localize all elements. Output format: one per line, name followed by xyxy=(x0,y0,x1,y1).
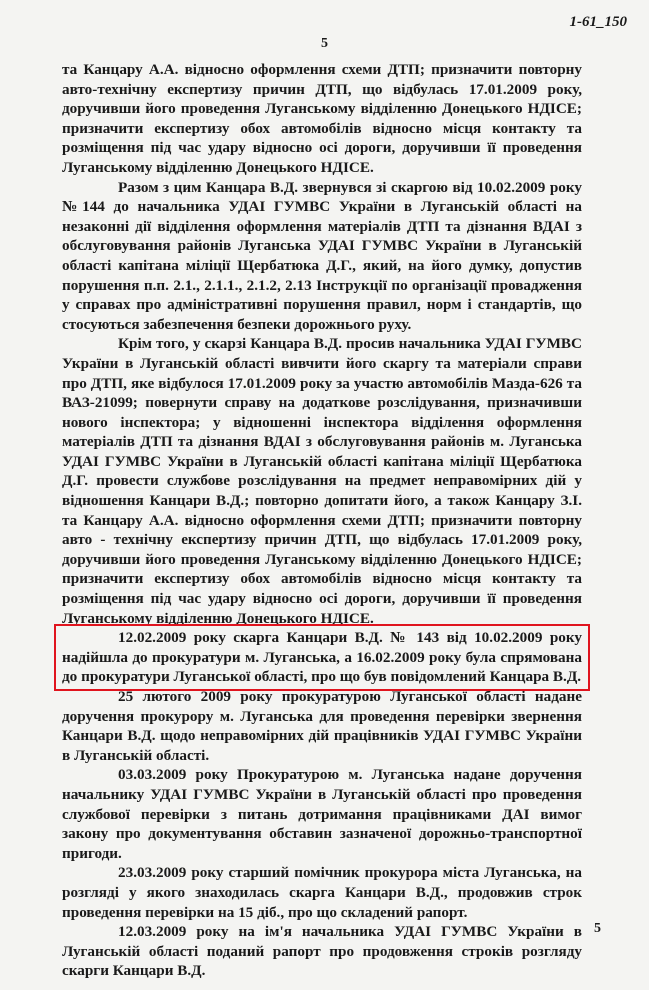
paragraph-highlighted: 12.02.2009 року скарга Канцари В.Д. № 143 від 10.02.2009 року надійшла до прокуратури м. Луганська, а 16.02.2009 року була спрямована до прокуратури Луганської області, про що був повідомлений Канцара В.Д. xyxy=(62,629,582,686)
case-number: 1-61_150 xyxy=(569,14,627,30)
paragraph-8: 12.03.2009 року на ім'я начальника УДАІ ГУМВС України в Луганській області поданий рапорт про продовження строків розгляду скарги Канцари В.Д. xyxy=(62,923,582,980)
paragraph-5: 25 лютого 2009 року прокуратурою Луганської області надане доручення прокурору м. Луганська для проведення перевірки звернення Канцари В.Д. щодо неправомірних дій працівників УДАІ ГУМВС України в Луганській області. xyxy=(62,688,582,764)
document-body xyxy=(62,60,582,981)
paragraph-7: 23.03.2009 року старший помічник прокурора міста Луганська, на розгляді у якого знаходилась скарга Канцари В.Д., продовжив строк проведення перевірки на 15 діб., про що складений рапорт. xyxy=(62,864,582,921)
paragraph-6: 03.03.2009 року Прокуратурою м. Луганська надане доручення начальнику УДАІ ГУМВС України в Луганській області про проведення службової перевірки з питань дотримання працівниками ДАІ вимог закону про документування обставин зазначеної дорожньо-транспортної пригоди. xyxy=(62,766,582,862)
paragraph-3: Крім того, у скарзі Канцара В.Д. просив начальника УДАІ ГУМВС України в Луганській області вивчити його скаргу та матеріали справи про ДТП, яке відбулося 17.01.2009 року за участю автомобілів Мазда-626 та ВАЗ-21099; повернути справу на додаткове розслідування, призначивши нового інспектора; у відношенні інспектора відділення оформлення матеріалів ДТП та дізнання ВДАІ з обслуговування районів м. Луганська УДАІ ГУМВС України в Луганській області капітана міліції Щербатюка Д.Г. провести службове розслідування на предмет неправомірних дій у відношення Канцари В.Д.; повторно допитати його, а також Канцару З.І. та Канцару А.А. відносно оформлення схеми ДТП; призначити повторну авто - технічну експертизу причин ДТП, що відбулась 17.01.2009 року, доручивши його проведення Луганському відділенню Донецького НДІСЕ; призначити експертизу обох автомобілів відносно місця контакту та розміщення під час удару відносно осі дороги, доручивши її проведення Луганському відділенню Донецького НДІСЕ. xyxy=(62,335,582,627)
paragraph-2: Разом з цим Канцара В.Д. звернувся зі скаргою від 10.02.2009 року №144 до начальника УДАІ ГУМВС України в Луганській області на незаконні дії відділення оформлення матеріалів ДТП та дізнання ВДАІ з обслуговування районів Луганська УДАІ ГУМВС України в Луганській області капітана міліції Щербатюка Д.Г., який, на його думку, допустив порушення п.п. 2.1., 2.1.1., 2.1.2, 2.13 Інструкції по організації провадження у справах про адміністративні порушення правил, норм і стандартів, що стосуються забезпечення безпеки дорожнього руху. xyxy=(62,178,582,333)
page-number-bottom: 5 xyxy=(594,921,601,936)
paragraph-1: та Канцару А.А. відносно оформлення схеми ДТП; призначити повторну авто-технічну експертизу причин ДТП, що відбулась 17.01.2009 року, доручивши його проведення Луганському відділенню Донецького НДІСЕ; призначити експертизу обох автомобілів відносно місця контакту та розміщення під час удару відносно осі дороги, доручивши її проведення Луганському відділенню Донецького НДІСЕ. xyxy=(62,61,582,176)
page-number-top: 5 xyxy=(321,36,328,51)
